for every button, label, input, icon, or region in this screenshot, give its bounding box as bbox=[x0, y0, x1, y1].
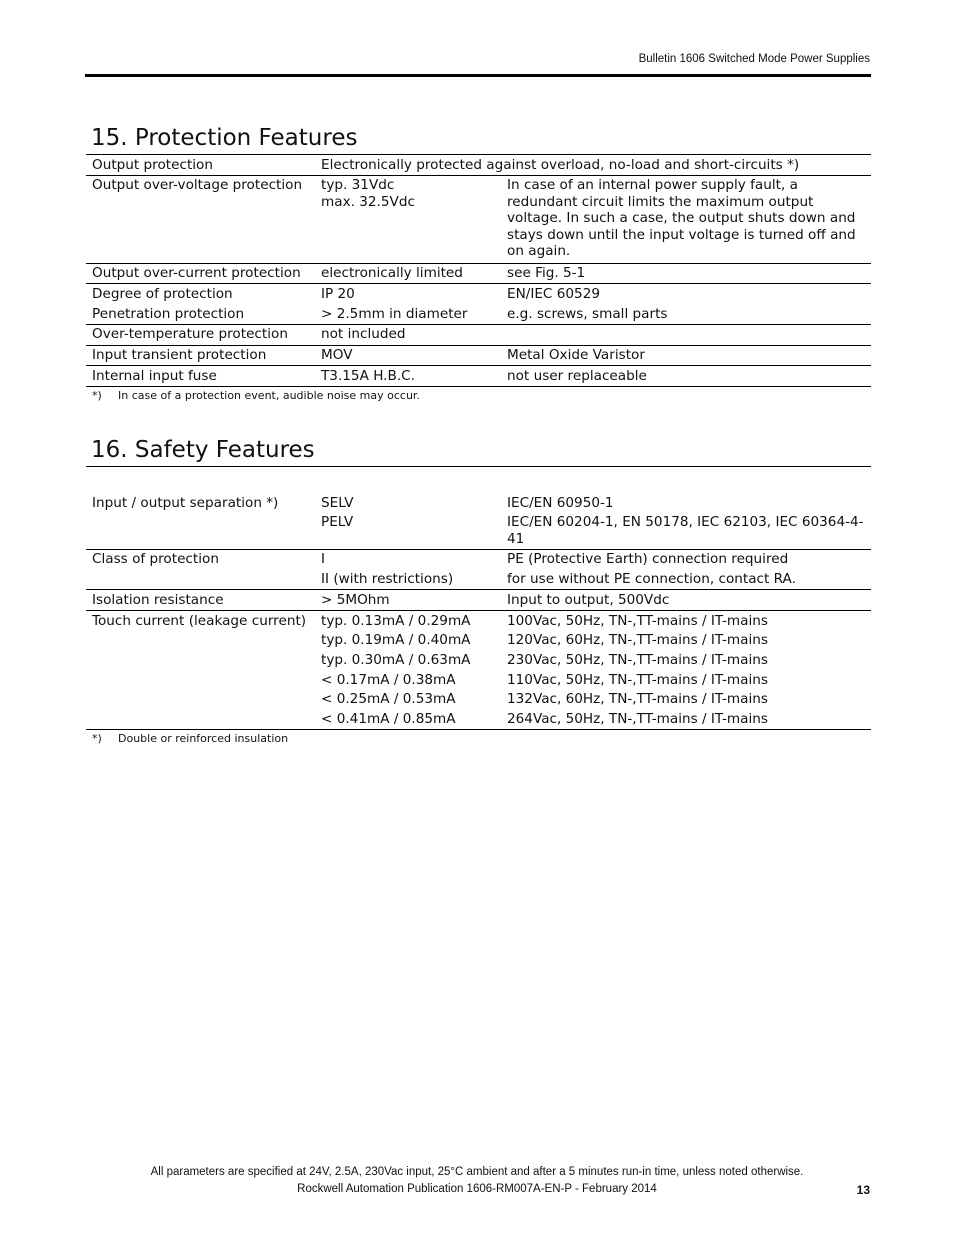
table-row bbox=[86, 690, 871, 710]
param-name bbox=[86, 513, 315, 550]
protection-section bbox=[86, 124, 871, 402]
table-row bbox=[86, 284, 871, 304]
param-name: Internal input fuse bbox=[86, 366, 315, 387]
param-note: 230Vac, 50Hz, TN-,TT-mains / IT-mains bbox=[507, 651, 768, 668]
param-note: IEC/EN 60950-1 bbox=[507, 494, 614, 511]
param-name: Input transient protection bbox=[86, 345, 315, 366]
param-note: e.g. screws, small parts bbox=[501, 304, 871, 324]
param-note: PE (Protective Earth) connection required bbox=[507, 551, 789, 568]
table-row bbox=[86, 610, 871, 630]
footer-publication: Rockwell Automation Publication 1606-RM007A-EN-P - February 2014 bbox=[297, 1183, 657, 1195]
param-value: < 0.41mA / 0.85mA bbox=[315, 709, 501, 729]
table-row bbox=[86, 590, 871, 611]
param-name: Input / output separation *) bbox=[92, 494, 279, 511]
footer-spec-note: All parameters are specified at 24V, 2.5A, 230Vac input, 25°C ambient and after a 5 minutes run-in time, unless noted otherwise. bbox=[150, 1166, 804, 1178]
param-name bbox=[86, 631, 315, 651]
table-row bbox=[86, 345, 871, 366]
param-value: > 5MOhm bbox=[315, 590, 501, 611]
safety-title: 16. Safety Features bbox=[91, 437, 315, 463]
safety-title-rule bbox=[86, 466, 871, 467]
param-value: < 0.25mA / 0.53mA bbox=[321, 691, 456, 708]
table-row bbox=[86, 366, 871, 387]
param-name: Degree of protection bbox=[92, 286, 233, 303]
table-row bbox=[86, 631, 871, 651]
table-row bbox=[86, 304, 871, 324]
param-note: not user replaceable bbox=[501, 366, 871, 387]
table-row bbox=[86, 650, 871, 670]
param-value: typ. 0.13mA / 0.29mA bbox=[321, 612, 471, 629]
param-note: for use without PE connection, contact RA. bbox=[501, 570, 871, 590]
safety-footnote bbox=[86, 732, 871, 745]
param-note: 100Vac, 50Hz, TN-,TT-mains / IT-mains bbox=[507, 612, 768, 629]
param-note: 110Vac, 50Hz, TN-,TT-mains / IT-mains bbox=[507, 671, 768, 688]
footnote-mark: *) bbox=[92, 732, 102, 746]
param-name: Over-temperature protection bbox=[86, 324, 315, 345]
param-name: Output over-current protection bbox=[86, 263, 315, 284]
param-value: typ. 31Vdc max. 32.5Vdc bbox=[315, 175, 501, 263]
param-name: Output protection bbox=[86, 155, 315, 175]
param-note: 132Vac, 60Hz, TN-,TT-mains / IT-mains bbox=[507, 691, 768, 708]
param-name: Isolation resistance bbox=[86, 590, 315, 611]
param-name bbox=[86, 650, 315, 670]
param-value: IP 20 bbox=[321, 286, 355, 303]
param-note: IEC/EN 60204-1, EN 50178, IEC 62103, IEC 60364-4-41 bbox=[501, 513, 871, 550]
param-name: Class of protection bbox=[92, 551, 219, 568]
param-note: EN/IEC 60529 bbox=[507, 286, 600, 303]
table-row bbox=[86, 513, 871, 550]
param-value: Electronically protected against overload, no-load and short-circuits *) bbox=[315, 155, 871, 175]
param-value: typ. 0.30mA / 0.63mA bbox=[321, 651, 471, 668]
page-number: 13 bbox=[856, 1183, 870, 1197]
param-note: Metal Oxide Varistor bbox=[501, 345, 871, 366]
running-header: Bulletin 1606 Switched Mode Power Supplies bbox=[638, 53, 870, 65]
protection-title: 15. Protection Features bbox=[91, 125, 358, 151]
param-note: see Fig. 5-1 bbox=[501, 263, 871, 284]
param-value: > 2.5mm in diameter bbox=[315, 304, 501, 324]
param-note: Input to output, 500Vdc bbox=[501, 590, 871, 611]
param-value: < 0.17mA / 0.38mA bbox=[321, 671, 456, 688]
footnote-text: In case of a protection event, audible noise may occur. bbox=[118, 388, 420, 402]
param-name: Penetration protection bbox=[86, 304, 315, 324]
param-value: PELV bbox=[315, 513, 501, 550]
param-value: SELV bbox=[321, 494, 354, 511]
param-name: Touch current (leakage current) bbox=[92, 612, 307, 629]
table-row bbox=[86, 570, 871, 590]
param-value: electronically limited bbox=[315, 263, 501, 284]
param-value: I bbox=[321, 551, 326, 568]
param-name bbox=[86, 709, 315, 729]
param-note: 120Vac, 60Hz, TN-,TT-mains / IT-mains bbox=[507, 632, 768, 649]
param-value: not included bbox=[315, 324, 501, 345]
param-name: Output over-voltage protection bbox=[86, 175, 315, 263]
param-value: typ. 0.19mA / 0.40mA bbox=[321, 632, 471, 649]
param-note: In case of an internal power supply fault, a redundant circuit limits the maximum output voltage. In such a case, the output shuts down and stays down until the input voltage is turned off and on again. bbox=[501, 175, 871, 263]
footnote-mark: *) bbox=[92, 388, 102, 402]
param-value: T3.15A H.B.C. bbox=[315, 366, 501, 387]
table-row bbox=[86, 175, 871, 263]
table-row bbox=[86, 263, 871, 284]
table-row bbox=[86, 670, 871, 690]
param-name bbox=[86, 690, 315, 710]
param-note: 264Vac, 50Hz, TN-,TT-mains / IT-mains bbox=[501, 709, 871, 729]
table-row bbox=[86, 709, 871, 729]
param-value: II (with restrictions) bbox=[315, 570, 501, 590]
safety-section bbox=[86, 436, 871, 745]
param-value: MOV bbox=[315, 345, 501, 366]
param-note bbox=[501, 324, 871, 345]
header-rule bbox=[85, 74, 871, 77]
table-row bbox=[86, 493, 871, 513]
param-name bbox=[86, 570, 315, 590]
protection-footnote bbox=[86, 389, 871, 402]
table-row bbox=[86, 324, 871, 345]
safety-table bbox=[86, 493, 871, 730]
table-row bbox=[86, 155, 871, 175]
protection-table bbox=[86, 155, 871, 387]
table-row bbox=[86, 549, 871, 569]
param-name bbox=[86, 670, 315, 690]
footnote-text: Double or reinforced insulation bbox=[118, 732, 289, 746]
